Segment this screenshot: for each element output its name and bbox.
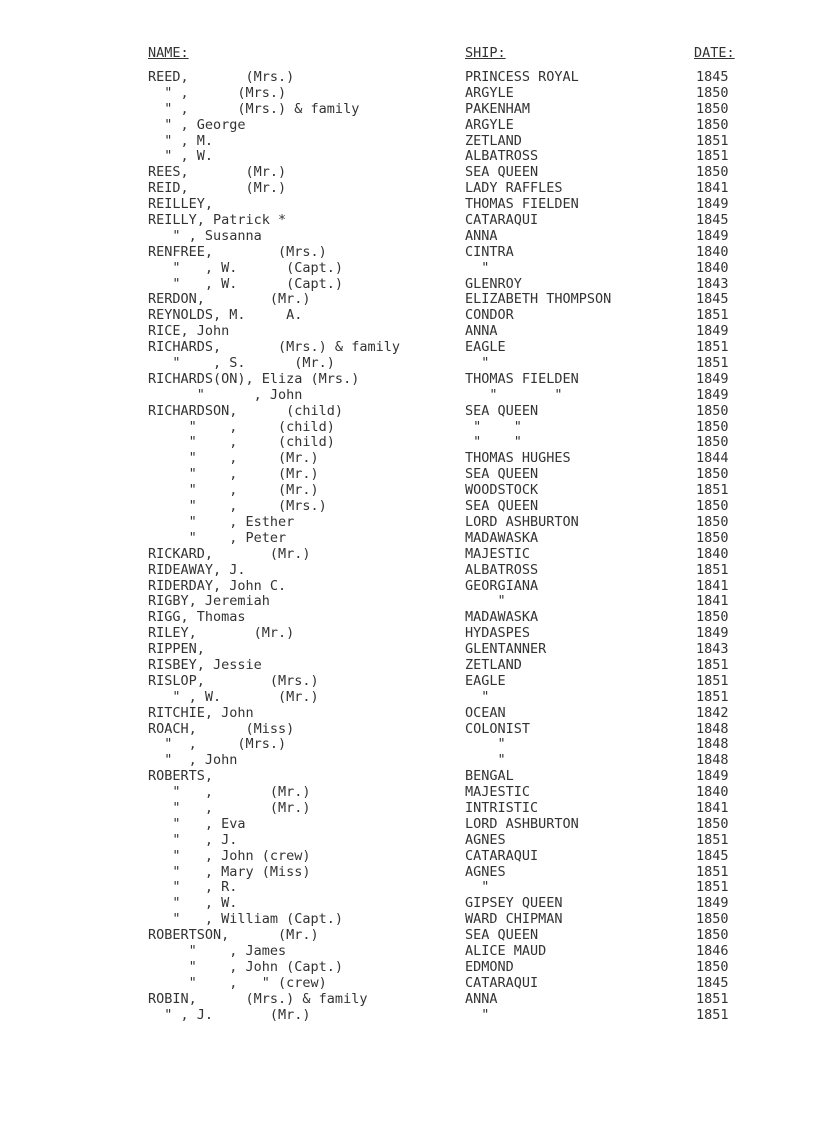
arrival-date: 1843	[696, 641, 729, 658]
passenger-name: RICHARDSON, (child)	[148, 402, 344, 419]
passenger-name: RIGG, Thomas	[148, 609, 246, 626]
table-row	[0, 563, 816, 579]
table-row	[0, 388, 816, 404]
table-row	[0, 642, 816, 658]
ship-name: ALBATROSS	[465, 561, 539, 578]
arrival-date: 1850	[696, 498, 729, 515]
arrival-date: 1850	[696, 164, 729, 181]
arrival-date: 1851	[696, 355, 729, 372]
passenger-name: " , (Mrs.)	[148, 498, 327, 515]
passenger-name: REILLY, Patrick *	[148, 212, 287, 229]
table-row	[0, 483, 816, 499]
arrival-date: 1851	[696, 863, 729, 880]
passenger-name: RICHARDS, (Mrs.) & family	[148, 339, 400, 356]
passenger-name: " , Eva	[148, 815, 246, 832]
ship-name: ANNA	[465, 323, 498, 340]
passenger-name: " , John	[148, 752, 238, 769]
ship-name: ZETLAND	[465, 656, 522, 673]
passenger-name: " , Esther	[148, 513, 295, 530]
passenger-name: " , Susanna	[148, 227, 262, 244]
passenger-name: RICE, John	[148, 323, 230, 340]
passenger-name: REID, (Mr.)	[148, 180, 287, 197]
ship-name: ARGYLE	[465, 116, 514, 133]
table-row	[0, 690, 816, 706]
passenger-name: " , W.	[148, 895, 238, 912]
ship-name: " "	[465, 386, 563, 403]
table-row	[0, 833, 816, 849]
passenger-name: " , (Mr.)	[148, 784, 311, 801]
passenger-name: RISLOP, (Mrs.)	[148, 672, 319, 689]
ship-name: ALICE MAUD	[465, 942, 547, 959]
ship-name: GLENTANNER	[465, 641, 547, 658]
ship-name: PAKENHAM	[465, 100, 531, 117]
ship-name: HYDASPES	[465, 625, 531, 642]
table-row	[0, 610, 816, 626]
ship-name: SEA QUEEN	[465, 164, 539, 181]
table-row	[0, 801, 816, 817]
ship-name: ANNA	[465, 227, 498, 244]
table-row	[0, 849, 816, 865]
table-row	[0, 944, 816, 960]
table-row	[0, 229, 816, 245]
ship-name: "	[465, 688, 490, 705]
ship-name: GEORGIANA	[465, 577, 539, 594]
passenger-name: REES, (Mr.)	[148, 164, 287, 181]
table-row	[0, 261, 816, 277]
table-row	[0, 960, 816, 976]
passenger-list	[0, 70, 816, 1023]
passenger-name: RERDON, (Mr.)	[148, 291, 311, 308]
ship-name: WARD CHIPMAN	[465, 911, 563, 928]
table-row	[0, 992, 816, 1008]
table-row	[0, 753, 816, 769]
arrival-date: 1840	[696, 259, 729, 276]
arrival-date: 1850	[696, 100, 729, 117]
ship-name: ALBATROSS	[465, 148, 539, 165]
table-row	[0, 435, 816, 451]
arrival-date: 1851	[696, 831, 729, 848]
table-row	[0, 165, 816, 181]
passenger-name: RIPPEN,	[148, 641, 205, 658]
passenger-name: RILEY, (Mr.)	[148, 625, 295, 642]
passenger-name: " , John (Capt.)	[148, 958, 344, 975]
arrival-date: 1851	[696, 307, 729, 324]
header-date: DATE:	[694, 45, 735, 61]
arrival-date: 1850	[696, 529, 729, 546]
arrival-date: 1851	[696, 672, 729, 689]
arrival-date: 1851	[696, 132, 729, 149]
arrival-date: 1845	[696, 291, 729, 308]
arrival-date: 1851	[696, 656, 729, 673]
ship-name: EDMOND	[465, 958, 514, 975]
table-row	[0, 149, 816, 165]
passenger-name: " , Mary (Miss)	[148, 863, 311, 880]
passenger-name: " , William (Capt.)	[148, 911, 344, 928]
arrival-date: 1849	[696, 227, 729, 244]
passenger-name: " , (Mr.)	[148, 482, 319, 499]
table-row	[0, 547, 816, 563]
arrival-date: 1849	[696, 370, 729, 387]
passenger-name: " , (Mrs.) & family	[148, 100, 360, 117]
table-row	[0, 1008, 816, 1024]
passenger-name: " , J. (Mr.)	[148, 1006, 311, 1023]
table-row	[0, 467, 816, 483]
ship-name: EAGLE	[465, 672, 506, 689]
arrival-date: 1843	[696, 275, 729, 292]
table-row	[0, 213, 816, 229]
ship-name: INTRISTIC	[465, 799, 539, 816]
passenger-name: " , George	[148, 116, 246, 133]
passenger-name: " , Peter	[148, 529, 287, 546]
ship-name: ARGYLE	[465, 84, 514, 101]
ship-name: CATARAQUI	[465, 974, 539, 991]
passenger-name: " , J.	[148, 831, 238, 848]
table-row	[0, 594, 816, 610]
arrival-date: 1850	[696, 418, 729, 435]
ship-name: ANNA	[465, 990, 498, 1007]
table-row	[0, 118, 816, 134]
arrival-date: 1849	[696, 895, 729, 912]
passenger-name: RITCHIE, John	[148, 704, 254, 721]
table-row	[0, 912, 816, 928]
table-row	[0, 292, 816, 308]
arrival-date: 1850	[696, 958, 729, 975]
passenger-name: RICKARD, (Mr.)	[148, 545, 311, 562]
header-name: NAME:	[148, 45, 189, 61]
table-row	[0, 515, 816, 531]
passenger-name: ROACH, (Miss)	[148, 720, 295, 737]
ship-name: THOMAS HUGHES	[465, 450, 571, 467]
ship-name: GLENROY	[465, 275, 522, 292]
arrival-date: 1841	[696, 799, 729, 816]
ship-name: THOMAS FIELDEN	[465, 196, 579, 213]
table-row	[0, 785, 816, 801]
table-row	[0, 197, 816, 213]
table-row	[0, 451, 816, 467]
arrival-date: 1850	[696, 927, 729, 944]
passenger-name: " , (Mr.)	[148, 466, 319, 483]
arrival-date: 1845	[696, 69, 729, 85]
ship-name: MAJESTIC	[465, 784, 531, 801]
ship-name: CATARAQUI	[465, 212, 539, 229]
passenger-name: " , (child)	[148, 434, 335, 451]
passenger-name: REILLEY,	[148, 196, 214, 213]
ship-name: THOMAS FIELDEN	[465, 370, 579, 387]
ship-name: "	[465, 1006, 490, 1023]
passenger-name: " , W.	[148, 148, 214, 165]
passenger-name: " , W. (Mr.)	[148, 688, 319, 705]
table-row	[0, 70, 816, 86]
passenger-name: " , (child)	[148, 418, 335, 435]
passenger-name: " , " (crew)	[148, 974, 327, 991]
arrival-date: 1849	[696, 196, 729, 213]
ship-name: LORD ASHBURTON	[465, 815, 579, 832]
ship-name: AGNES	[465, 831, 506, 848]
arrival-date: 1851	[696, 879, 729, 896]
arrival-date: 1840	[696, 243, 729, 260]
ship-name: "	[465, 879, 490, 896]
ship-name: CINTRA	[465, 243, 514, 260]
ship-name: "	[465, 736, 506, 753]
arrival-date: 1840	[696, 784, 729, 801]
ship-name: GIPSEY QUEEN	[465, 895, 563, 912]
arrival-date: 1845	[696, 212, 729, 229]
passenger-name: " , (Mr.)	[148, 799, 311, 816]
table-row	[0, 340, 816, 356]
arrival-date: 1850	[696, 609, 729, 626]
table-row	[0, 626, 816, 642]
ship-name: "	[465, 355, 490, 372]
passenger-name: REYNOLDS, M. A.	[148, 307, 303, 324]
table-row	[0, 308, 816, 324]
passenger-name: " , W. (Capt.)	[148, 275, 344, 292]
arrival-date: 1841	[696, 593, 729, 610]
ship-name: "	[465, 752, 506, 769]
passenger-name: REED, (Mrs.)	[148, 69, 295, 85]
table-row	[0, 134, 816, 150]
arrival-date: 1849	[696, 386, 729, 403]
passenger-name: RIDERDAY, John C.	[148, 577, 287, 594]
passenger-name: RICHARDS(ON), Eliza (Mrs.)	[148, 370, 360, 387]
header-ship: SHIP:	[465, 45, 506, 61]
table-row	[0, 880, 816, 896]
passenger-name: RIGBY, Jeremiah	[148, 593, 270, 610]
table-row	[0, 356, 816, 372]
table-row	[0, 372, 816, 388]
ship-name: OCEAN	[465, 704, 506, 721]
passenger-name: RENFREE, (Mrs.)	[148, 243, 327, 260]
arrival-date: 1851	[696, 990, 729, 1007]
arrival-date: 1850	[696, 815, 729, 832]
ship-name: "	[465, 259, 490, 276]
table-row	[0, 531, 816, 547]
table-row	[0, 896, 816, 912]
arrival-date: 1851	[696, 688, 729, 705]
ship-name: LORD ASHBURTON	[465, 513, 579, 530]
table-row	[0, 658, 816, 674]
ship-name: SEA QUEEN	[465, 466, 539, 483]
table-row	[0, 245, 816, 261]
ship-name: SEA QUEEN	[465, 927, 539, 944]
passenger-name: RISBEY, Jessie	[148, 656, 262, 673]
arrival-date: 1841	[696, 180, 729, 197]
passenger-name: " , James	[148, 942, 287, 959]
passenger-name: ROBIN, (Mrs.) & family	[148, 990, 368, 1007]
arrival-date: 1849	[696, 323, 729, 340]
table-row	[0, 737, 816, 753]
passenger-name: " , John (crew)	[148, 847, 311, 864]
arrival-date: 1848	[696, 736, 729, 753]
ship-name: SEA QUEEN	[465, 402, 539, 419]
ship-name: "	[465, 593, 506, 610]
ship-name: LADY RAFFLES	[465, 180, 563, 197]
arrival-date: 1849	[696, 625, 729, 642]
table-row	[0, 769, 816, 785]
table-row	[0, 404, 816, 420]
ship-name: SEA QUEEN	[465, 498, 539, 515]
arrival-date: 1846	[696, 942, 729, 959]
arrival-date: 1848	[696, 752, 729, 769]
passenger-name: " , (Mr.)	[148, 450, 319, 467]
arrival-date: 1850	[696, 116, 729, 133]
ship-name: COLONIST	[465, 720, 531, 737]
arrival-date: 1850	[696, 434, 729, 451]
arrival-date: 1851	[696, 482, 729, 499]
arrival-date: 1850	[696, 466, 729, 483]
table-row	[0, 928, 816, 944]
arrival-date: 1845	[696, 974, 729, 991]
passenger-name: " , M.	[148, 132, 214, 149]
arrival-date: 1851	[696, 1006, 729, 1023]
arrival-date: 1851	[696, 148, 729, 165]
table-row	[0, 706, 816, 722]
arrival-date: 1850	[696, 402, 729, 419]
ship-name: EAGLE	[465, 339, 506, 356]
passenger-name: ROBERTS,	[148, 768, 214, 785]
arrival-date: 1850	[696, 513, 729, 530]
arrival-date: 1851	[696, 561, 729, 578]
ship-name: CONDOR	[465, 307, 514, 324]
ship-name: BENGAL	[465, 768, 514, 785]
table-row	[0, 865, 816, 881]
passenger-name: RIDEAWAY, J.	[148, 561, 246, 578]
ship-name: AGNES	[465, 863, 506, 880]
ship-name: ZETLAND	[465, 132, 522, 149]
passenger-name: ROBERTSON, (Mr.)	[148, 927, 319, 944]
column-header	[0, 45, 816, 63]
table-row	[0, 86, 816, 102]
table-row	[0, 102, 816, 118]
arrival-date: 1849	[696, 768, 729, 785]
passenger-name: " , S. (Mr.)	[148, 355, 335, 372]
arrival-date: 1840	[696, 545, 729, 562]
arrival-date: 1850	[696, 84, 729, 101]
table-row	[0, 817, 816, 833]
arrival-date: 1844	[696, 450, 729, 467]
table-row	[0, 420, 816, 436]
table-row	[0, 324, 816, 340]
table-row	[0, 499, 816, 515]
ship-name: ELIZABETH THOMPSON	[465, 291, 612, 308]
arrival-date: 1851	[696, 339, 729, 356]
ship-name: MADAWASKA	[465, 529, 539, 546]
table-row	[0, 674, 816, 690]
ship-name: " "	[465, 418, 522, 435]
arrival-date: 1845	[696, 847, 729, 864]
arrival-date: 1842	[696, 704, 729, 721]
table-row	[0, 579, 816, 595]
table-row	[0, 181, 816, 197]
arrival-date: 1841	[696, 577, 729, 594]
ship-name: " "	[465, 434, 522, 451]
arrival-date: 1848	[696, 720, 729, 737]
ship-name: MAJESTIC	[465, 545, 531, 562]
passenger-name: " , (Mrs.)	[148, 84, 287, 101]
ship-name: WOODSTOCK	[465, 482, 539, 499]
passenger-name: " , John	[148, 386, 303, 403]
table-row	[0, 976, 816, 992]
ship-name: MADAWASKA	[465, 609, 539, 626]
table-row	[0, 722, 816, 738]
table-row	[0, 277, 816, 293]
passenger-name: " , (Mrs.)	[148, 736, 287, 753]
ship-name: PRINCESS ROYAL	[465, 69, 579, 85]
ship-name: CATARAQUI	[465, 847, 539, 864]
passenger-name: " , R.	[148, 879, 238, 896]
arrival-date: 1850	[696, 911, 729, 928]
passenger-name: " , W. (Capt.)	[148, 259, 344, 276]
